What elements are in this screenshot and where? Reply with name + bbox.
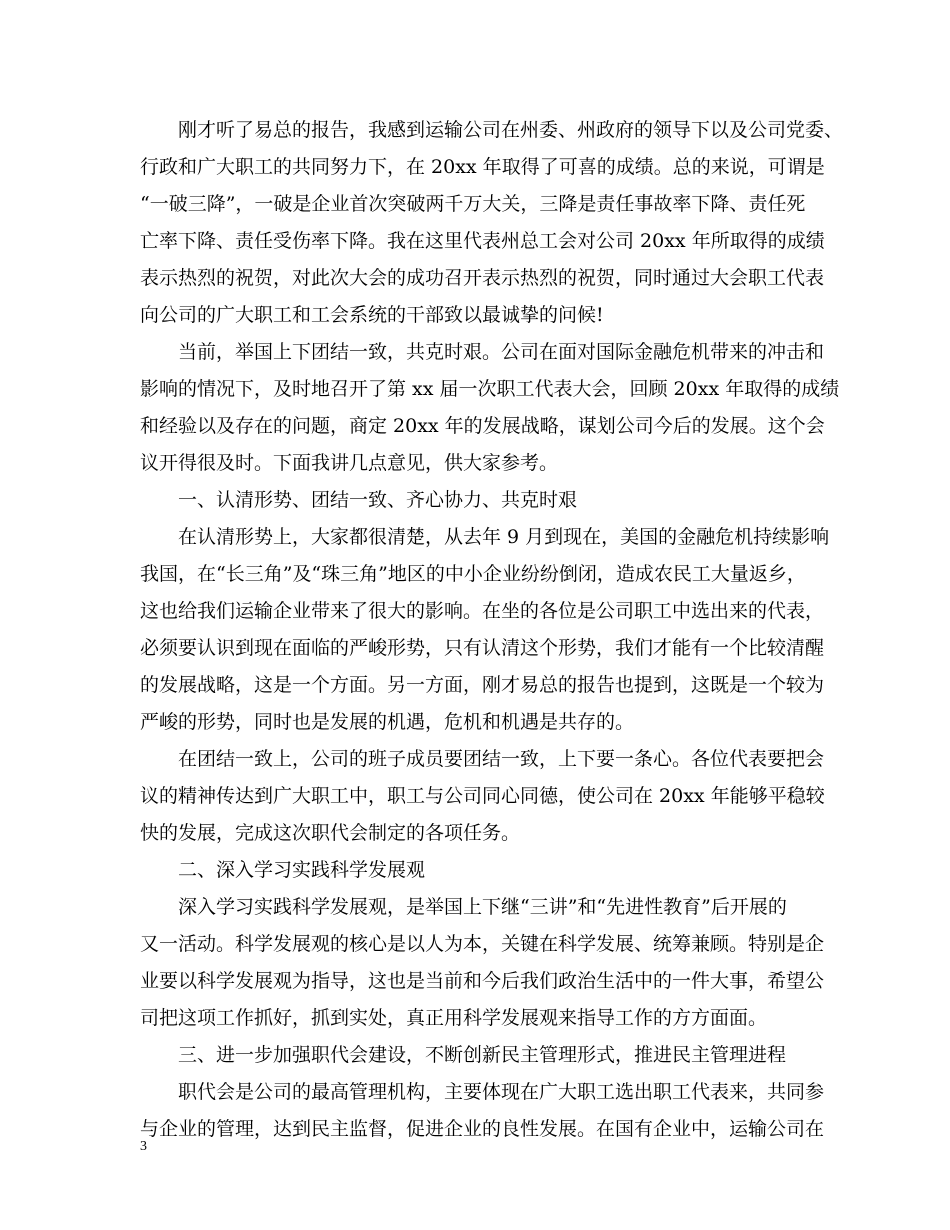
paragraph-line: “一破三降”，一破是企业首次突破两千万大关，三降是责任事故率下降、责任死 [140,193,806,215]
paragraph-line: 必须要认识到现在面临的严峻形势，只有认清这个形势，我们才能有一个比较清醒 [140,637,825,659]
paragraph-line: 快的发展，完成这次职代会制定的各项任务。 [140,822,521,844]
paragraph-line: 深入学习实践科学发展观，是举国上下继“三讲”和“先进性教育”后开展的 [178,896,787,918]
section-heading: 二、深入学习实践科学发展观 [178,859,426,881]
paragraph-line: 当前，举国上下团结一致，共克时艰。公司在面对国际金融危机带来的冲击和 [178,341,825,363]
paragraph-line: 议的精神传达到广大职工中，职工与公司同心同德，使公司在 20xx 年能够平稳较 [140,785,825,807]
paragraph-line: 和经验以及存在的问题，商定 20xx 年的发展战略，谋划公司今后的发展。这个会 [140,415,825,437]
paragraph-line: 与企业的管理，达到民主监督，促进企业的良性发展。在国有企业中，运输公司在 [140,1118,825,1140]
paragraph-line: 严峻的形势，同时也是发展的机遇，危机和机遇是共存的。 [140,711,635,733]
page-number: 3 [140,1139,147,1154]
paragraph-line: 影响的情况下，及时地召开了第 xx 届一次职工代表大会，回顾 20xx 年取得的成绩 [140,378,840,400]
paragraph-line: 向公司的广大职工和工会系统的干部致以最诚挚的问候! [140,304,604,326]
section-heading: 一、认清形势、团结一致、齐心协力、共克时艰 [178,489,578,511]
paragraph-line: 我国，在“长三角”及“珠三角”地区的中小企业纷纷倒闭，造成农民工大量返乡， [140,563,806,585]
paragraph-line: 的发展战略，这是一个方面。另一方面，刚才易总的报告也提到，这既是一个较为 [140,674,825,696]
paragraph-line: 亡率下降、责任受伤率下降。我在这里代表州总工会对公司 20xx 年所取得的成绩 [140,230,825,252]
section-heading: 三、进一步加强职代会建设，不断创新民主管理形式，推进民主管理进程 [178,1044,787,1066]
paragraph-line: 职代会是公司的最高管理机构，主要体现在广大职工选出职工代表来，共同参 [178,1081,825,1103]
paragraph-line: 业要以科学发展观为指导，这也是当前和今后我们政治生活中的一件大事，希望公 [140,970,825,992]
paragraph-line: 议开得很及时。下面我讲几点意见，供大家参考。 [140,452,559,474]
paragraph-line: 刚才听了易总的报告，我感到运输公司在州委、州政府的领导下以及公司党委、 [178,119,844,141]
paragraph-line: 在认清形势上，大家都很清楚，从去年 9 月到现在，美国的金融危机持续影响 [178,526,830,548]
paragraph-line: 行政和广大职工的共同努力下，在 20xx 年取得了可喜的成绩。总的来说，可谓是 [140,156,825,178]
paragraph-line: 在团结一致上，公司的班子成员要团结一致，上下要一条心。各位代表要把会 [178,748,825,770]
paragraph-line: 司把这项工作抓好，抓到实处，真正用科学发展观来指导工作的方方面面。 [140,1007,768,1029]
paragraph-line: 这也给我们运输企业带来了很大的影响。在坐的各位是公司职工中选出来的代表， [140,600,825,622]
paragraph-line: 又一活动。科学发展观的核心是以人为本，关键在科学发展、统筹兼顾。特别是企 [140,933,825,955]
paragraph-line: 表示热烈的祝贺，对此次大会的成功召开表示热烈的祝贺，同时通过大会职工代表 [140,267,825,289]
